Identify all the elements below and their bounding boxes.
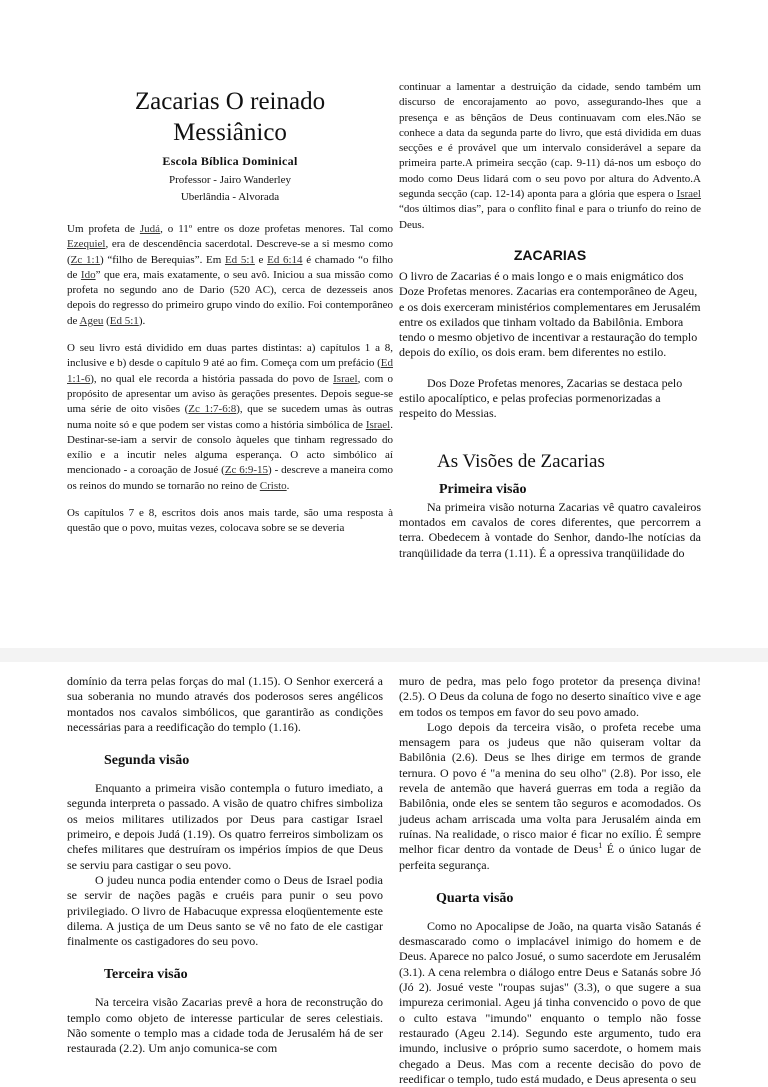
left-column bbox=[67, 80, 393, 537]
terceira-visao-paragraph-2: Logo depois da terceira visão, o profeta recebe uma mensagem para os judeus que não quiseram voltar da Babilônia (2.6). Deus se lhes dirige em termos de grande ternura. O povo é "a menina do seu olho" (2.8). Por isso, ele revela de antemão que haverá guerras em toda a região da Babilônia, onde eles se sentem tão seguros e acomodados. Os judeus acham arriscada uma volta para Jerusalém ainda em ruínas. Na realidade, o risco maior é ficar no exílio. É sempre melhor ficar dentro da vontade de Deus$^1$ É o único lugar de perfeita segurança. bbox=[399, 719, 701, 872]
heading-terceira-visao: Terceira visão bbox=[104, 967, 188, 983]
link-israel-b[interactable]: Israel bbox=[365, 418, 391, 431]
link-ed-6-14[interactable]: Ed 6:14 bbox=[267, 253, 303, 266]
link-ed-1-1-6[interactable]: Ed 1:1-6 bbox=[67, 357, 393, 385]
heading-primeira-visao: Primeira visão bbox=[439, 481, 527, 497]
primeira-visao-continuation: domínio da terra pelas forças do mal (1.15). O Senhor exercerá a sua soberania no mundo através dos poderosos seres angélicos montados nos cavalos simbólicos, que garantirão as condições necessárias para a reedificação do templo (1.16). bbox=[67, 674, 383, 734]
school-name: Escola Bíblica Dominical bbox=[162, 154, 298, 168]
link-ageu[interactable]: Ageu bbox=[79, 314, 104, 327]
link-ido[interactable]: Ido bbox=[80, 268, 96, 281]
link-cristo[interactable]: Cristo bbox=[259, 479, 287, 492]
intro-paragraph-2: O seu livro está dividido em duas partes distintas: a) capítulos 1 a 8, inclusive e b) desde o capítulo 9 até ao fim. Começa com um prefácio (Ed 1:1-6), no qual ele recorda a história passada do povo de Israel, com o propósito de apresentar um aviso às gerações presentes. Depois segue-se uma série de oito visões (Zc 1:7-6:8), que se sucedem umas às outras numa noite só e que podem ser vistas como a história simbólica de Israel. Destinar-se-iam a servir de consolo àqueles que tinham regressado do exílio e a incutir neles alguma esperança. O acto simbólico aí mencionado - a coroação de Josué (Zc 6:9-15) - descreve a maneira como os reinos do mundo se tornarão no reino de Cristo. bbox=[67, 342, 394, 492]
heading-quarta-visao: Quarta visão bbox=[436, 890, 514, 906]
link-zc-6-9-15[interactable]: Zc 6:9-15 bbox=[224, 464, 269, 477]
quarta-visao-paragraph: Como no Apocalipse de João, na quarta visão Satanás é desmascarado como o implacável inimigo do homem e de Deus. Aparece no palco Josué, o sumo sacerdote em Jerusalém (3.1). A cena relembra o diálogo entre Deus e Satanás sobre Jó (Jó 2). Josué veste "roupas sujas" (3.3), o que sugere a sua impureza cerimonial. Ageu já tinha convencido o povo de que o culto estava "imundo" enquanto o templo não fosse restaurado (Ageu 2.14). Segundo este argumento, tudo era imundo, inclusive o próprio sumo sacerdote, o homem mais chegado a Deus. Mas com a recente decisão do povo de reedificar o templo, tudo está mudado, e Deus apresenta o seu bbox=[399, 918, 701, 1086]
link-ezequiel[interactable]: Ezequiel bbox=[67, 238, 106, 251]
link-juda[interactable]: Judá bbox=[139, 223, 161, 235]
intro-paragraphs bbox=[67, 222, 393, 537]
zacarias-paragraph-2: Dos Doze Profetas menores, Zacarias se destaca pelo estilo apocalíptico, e pelas profecias pormenorizadas a respeito do Messias. bbox=[399, 375, 683, 421]
terceira-visao-paragraph-1: Na terceira visão Zacarias prevê a hora de reconstrução do templo como objeto de interesse particular de seres celestiais. Não somente o templo mas a cidade toda de Jerusalém há de ser restaurada (2.2). Um anjo comunica-se com bbox=[67, 995, 383, 1056]
page-2 bbox=[0, 662, 768, 1086]
heading-segunda-visao: Segunda visão bbox=[104, 753, 190, 769]
page-separator bbox=[0, 648, 768, 662]
right-column-page-2 bbox=[399, 674, 701, 1087]
title-line-2: Messiânico bbox=[173, 119, 287, 146]
section-heading-zacarias: ZACARIAS bbox=[513, 246, 587, 263]
link-zc-1-1[interactable]: Zc 1:1 bbox=[70, 253, 100, 266]
segunda-visao-paragraph-1: Enquanto a primeira visão contempla o futuro imediato, a segunda interpreta o passado. A visão de quatro chifres simboliza os meios militares utilizados por Deus para castigar Israel primeiro, e depois Judá (1.19). Os quatro ferreiros simbolizam os chefes militares que destruíram os impérios ímpios de que Deus se serviu para castigar o seu povo. bbox=[67, 781, 383, 872]
professor-line: Professor - Jairo Wanderley bbox=[168, 174, 291, 186]
right-column bbox=[399, 80, 701, 561]
terceira-visao-continuation: muro de pedra, mas pelo fogo protetor da presença divina! (2.5). O Deus da coluna de fogo no deserto sinaítico vive e age em todos os tempos em favor do seu povo amado. bbox=[399, 674, 701, 719]
page-title bbox=[67, 86, 393, 148]
intro-paragraph-3: Os capítulos 7 e 8, escritos dois anos mais tarde, são uma resposta à questão que o povo, muitas vezes, colocava sobre se se deveria bbox=[67, 507, 393, 535]
link-ed-5-1-b[interactable]: Ed 5:1 bbox=[109, 314, 139, 327]
intro-paragraph-1: Um profeta de Judá, o 11º entre os doze profetas menores. Tal como Ezequiel, era de descendência sacerdotal. Descreve-se a si mesmo como (Zc 1:1) “filho de Berequias”. Em Ed 5:1 e Ed 6:14 é chamado “o filho de Ido” que era, mais exatamente, o seu avô. Iniciou a sua missão como profeta no segundo ano de Dario (520 AC), cerca de dezesseis anos depois do regresso do primeiro grupo vindo do exílio. Foi contemporâneo de Ageu (Ed 5:1). bbox=[67, 223, 393, 327]
footnote-marker[interactable]: 1 bbox=[598, 841, 603, 851]
link-zc-1-7-6-8[interactable]: Zc 1:7-6:8 bbox=[188, 403, 237, 416]
zacarias-paragraph-1: O livro de Zacarias é o mais longo e o mais enigmático dos Doze Profetas menores. Zacarias era contemporâneo de Ageu, e os dois exerceram ministérios complementares em Jerusalém entre os exilados que tinham voltado da Babilônia. Embora tendo o mesmo objetivo de incentivar a restauração do templo depois do exílio, os dois eram. bem diferentes no estilo. bbox=[399, 268, 701, 360]
segunda-visao-paragraph-2: O judeu nunca podia entender como o Deus de Israel podia se servir de nações pagãs e cruéis para punir o seu povo privilegiado. O livro de Habacuque expressa eloqüentemente este dilema. A justiça de um Deus santo se vê no fato de ele castigar finalmente os castigadores do seu povo. bbox=[67, 872, 383, 949]
link-ed-5-1[interactable]: Ed 5:1 bbox=[224, 253, 255, 266]
section-heading-visoes: As Visões de Zacarias bbox=[437, 450, 605, 472]
intro-paragraph-4: continuar a lamentar a destruição da cidade, sendo também um discurso de encorajamento ao povo, assegurando-lhes que a presença e as bênçãos de Deus continuavam com eles.Não se conhece a data da segunda parte do livro, que está dividida em duas secções e é provável que um intervalo considerável a separe da primeira parte.A primeira secção (cap. 9-11) dá-nos um esboço do modo como Deus lidará com o seu povo por altura do Advento.A segunda secção (cap. 12-14) aponta para a glória que espera o Israel “dos últimos dias”, para o conflito final e para o triunfo do reino de Deus. bbox=[399, 81, 701, 231]
link-israel-c[interactable]: Israel bbox=[676, 188, 701, 201]
location-line: Uberlândia - Alvorada bbox=[180, 191, 280, 203]
primeira-visao-paragraph: Na primeira visão noturna Zacarias vê quatro cavaleiros montados em cavalos de cores diferentes, que percorrem a terra. Obedecem à vontade do Senhor, dando-lhe notícias da tranqüilidade da terra (1.11). É a opressiva tranqüilidade do bbox=[399, 499, 701, 560]
left-column-page-2 bbox=[67, 674, 383, 1057]
link-israel[interactable]: Israel bbox=[333, 372, 358, 385]
title-line-1: Zacarias O reinado bbox=[134, 88, 326, 115]
